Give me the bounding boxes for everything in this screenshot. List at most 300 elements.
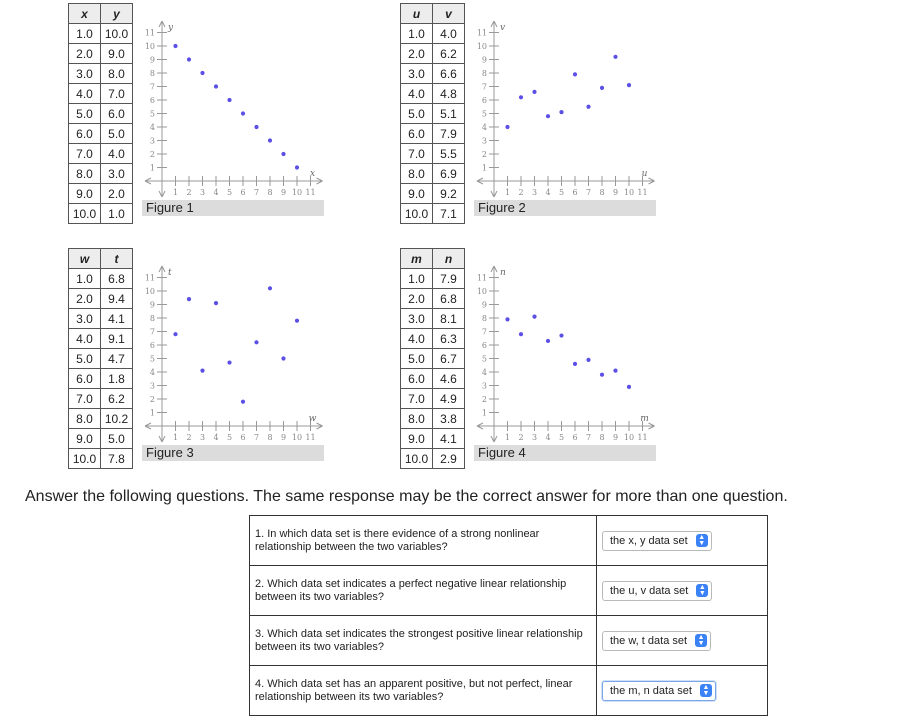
table-cell-y: 3.8 — [433, 409, 465, 429]
table-cell-y: 4.7 — [101, 349, 133, 369]
data-point — [295, 319, 299, 323]
table-cell-y: 6.3 — [433, 329, 465, 349]
data-point — [627, 83, 631, 87]
y-tick-label: 4 — [149, 123, 155, 132]
data-point — [559, 333, 563, 337]
data-point — [214, 301, 218, 305]
table-row — [401, 64, 465, 84]
table-cell-y: 9.2 — [433, 184, 465, 204]
answer-select-value: the x, y data set — [610, 534, 688, 547]
x-tick-label: 4 — [213, 433, 219, 442]
data-table — [68, 3, 133, 224]
table-cell-y: 1.0 — [101, 204, 133, 224]
y-tick-label: 10 — [144, 287, 155, 296]
x-tick-label: 4 — [545, 433, 551, 442]
table-row — [69, 429, 133, 449]
x-tick-label: 6 — [572, 433, 578, 442]
x-tick-label: 4 — [213, 188, 219, 197]
question-row-2 — [250, 566, 768, 616]
x-tick-label: 11 — [305, 188, 316, 197]
table-row — [401, 204, 465, 224]
table-cell-x: 3.0 — [401, 309, 433, 329]
y-tick-label: 1 — [481, 163, 487, 173]
table-cell-x: 10.0 — [69, 449, 101, 469]
y-tick-label: 11 — [144, 273, 155, 283]
y-axis-label: t — [168, 268, 172, 278]
x-tick-label: 5 — [558, 188, 565, 197]
x-tick-label: 11 — [637, 188, 648, 197]
y-tick-label: 5 — [149, 354, 155, 364]
y-tick-label: 2 — [149, 150, 155, 159]
y-tick-label: 9 — [481, 300, 487, 310]
x-tick-label: 10 — [291, 433, 303, 442]
x-tick-label: 3 — [531, 433, 538, 442]
table-row — [401, 289, 465, 309]
y-tick-label: 7 — [149, 327, 155, 337]
data-point — [586, 105, 590, 109]
table-cell-y: 5.1 — [433, 104, 465, 124]
data-point — [241, 400, 245, 404]
question-text: 2. Which data set indicates a perfect negative linear relationship between its two variables? — [250, 566, 597, 616]
table-row — [69, 164, 133, 184]
y-tick-label: 3 — [481, 136, 487, 146]
table-row — [401, 409, 465, 429]
table-row — [69, 369, 133, 389]
x-tick-label: 10 — [623, 433, 635, 442]
column-header: t — [101, 249, 133, 269]
table-cell-y: 6.2 — [101, 389, 133, 409]
table-cell-y: 1.8 — [101, 369, 133, 389]
x-tick-label: 6 — [240, 433, 246, 442]
y-tick-label: 7 — [481, 327, 487, 337]
table-cell-x: 5.0 — [401, 104, 433, 124]
data-point — [268, 138, 272, 142]
x-tick-label: 1 — [504, 188, 511, 197]
y-tick-label: 5 — [149, 109, 155, 119]
table-row — [69, 269, 133, 289]
table-cell-x: 8.0 — [69, 409, 101, 429]
data-point — [559, 110, 563, 114]
table-cell-x: 9.0 — [401, 429, 433, 449]
table-cell-y: 4.1 — [433, 429, 465, 449]
figure-caption: Figure 3 — [142, 445, 324, 461]
data-point — [586, 358, 590, 362]
table-cell-y: 7.0 — [101, 84, 133, 104]
data-point — [519, 332, 523, 336]
table-row — [69, 289, 133, 309]
question-row-4 — [250, 666, 768, 716]
answer-cell — [597, 566, 768, 616]
table-cell-y: 9.1 — [101, 329, 133, 349]
answer-select-3[interactable] — [602, 631, 711, 651]
table-row — [401, 24, 465, 44]
table-cell-y: 6.0 — [101, 104, 133, 124]
y-tick-label: 5 — [481, 354, 487, 364]
y-tick-label: 6 — [481, 96, 487, 105]
data-point — [546, 339, 550, 343]
table-cell-x: 3.0 — [401, 64, 433, 84]
data-point — [281, 356, 285, 360]
table-cell-x: 3.0 — [69, 309, 101, 329]
table-cell-y: 6.8 — [101, 269, 133, 289]
table-cell-y: 8.1 — [433, 309, 465, 329]
data-point — [187, 57, 191, 61]
data-point — [627, 385, 631, 389]
scatter-plot — [472, 263, 662, 453]
table-row — [69, 184, 133, 204]
y-tick-label: 6 — [149, 96, 155, 105]
table-cell-y: 8.0 — [101, 64, 133, 84]
up-down-chevron-icon: ▲ ▼ — [695, 634, 707, 647]
y-tick-label: 11 — [476, 273, 487, 283]
table-row — [401, 84, 465, 104]
x-tick-label: 11 — [637, 433, 648, 442]
y-tick-label: 10 — [144, 42, 155, 51]
y-tick-label: 10 — [476, 287, 487, 296]
table-cell-y: 7.9 — [433, 269, 465, 289]
question-text: 1. In which data set is there evidence of a strong nonlinear relationship between the two variables? — [250, 516, 597, 566]
table-header-row — [69, 4, 133, 24]
table-row — [69, 329, 133, 349]
table-row — [69, 104, 133, 124]
y-tick-label: 2 — [149, 395, 155, 404]
y-tick-label: 11 — [476, 28, 487, 38]
column-header: m — [401, 249, 433, 269]
data-point — [200, 369, 204, 373]
data-point — [227, 360, 231, 364]
answer-cell — [597, 516, 768, 566]
x-tick-label: 10 — [291, 188, 303, 197]
table-row — [401, 369, 465, 389]
figure-caption: Figure 1 — [142, 200, 324, 216]
table-cell-y: 5.0 — [101, 429, 133, 449]
y-tick-label: 4 — [149, 368, 155, 377]
data-point — [281, 152, 285, 156]
table-cell-y: 4.8 — [433, 84, 465, 104]
table-cell-x: 9.0 — [401, 184, 433, 204]
column-header: u — [401, 4, 433, 24]
table-cell-x: 7.0 — [69, 144, 101, 164]
table-row — [69, 64, 133, 84]
table-cell-x: 4.0 — [401, 84, 433, 104]
data-point — [173, 44, 177, 48]
table-cell-y: 6.7 — [433, 349, 465, 369]
table-row — [401, 144, 465, 164]
x-tick-label: 3 — [199, 433, 206, 442]
y-tick-label: 4 — [481, 368, 487, 377]
x-tick-label: 2 — [186, 433, 192, 442]
table-cell-y: 4.0 — [101, 144, 133, 164]
scatter-plot — [472, 18, 662, 208]
instructions-text: Answer the following questions. The same response may be the correct answer for more than one question. — [25, 488, 788, 505]
table-cell-y: 10.2 — [101, 409, 133, 429]
x-axis-label: m — [640, 414, 649, 424]
x-tick-label: 2 — [186, 188, 192, 197]
x-tick-label: 5 — [558, 433, 565, 442]
data-table — [400, 3, 465, 224]
table-cell-x: 8.0 — [401, 164, 433, 184]
answer-cell — [597, 666, 768, 716]
y-tick-label: 8 — [481, 69, 487, 78]
table-row — [401, 44, 465, 64]
x-axis-label: x — [309, 169, 316, 179]
table-row — [401, 349, 465, 369]
x-tick-label: 4 — [545, 188, 551, 197]
table-cell-x: 5.0 — [69, 349, 101, 369]
table-cell-x: 8.0 — [69, 164, 101, 184]
x-tick-label: 5 — [226, 433, 233, 442]
data-point — [173, 332, 177, 336]
table-cell-x: 4.0 — [69, 329, 101, 349]
data-point — [254, 125, 258, 129]
answer-select-2[interactable] — [602, 581, 712, 601]
column-header: x — [69, 4, 101, 24]
table-cell-y: 4.0 — [433, 24, 465, 44]
y-tick-label: 11 — [144, 28, 155, 38]
data-point — [600, 373, 604, 377]
y-tick-label: 6 — [481, 341, 487, 350]
table-cell-x: 6.0 — [401, 124, 433, 144]
table-cell-x: 3.0 — [69, 64, 101, 84]
table-header-row — [401, 249, 465, 269]
answer-select-value: the w, t data set — [610, 634, 688, 647]
x-tick-label: 3 — [531, 188, 538, 197]
x-tick-label: 7 — [585, 433, 592, 442]
figure-caption: Figure 2 — [474, 200, 656, 216]
y-tick-label: 9 — [149, 300, 155, 310]
x-axis-label: u — [641, 169, 648, 179]
table-row — [69, 409, 133, 429]
x-tick-label: 6 — [240, 188, 246, 197]
x-tick-label: 1 — [172, 433, 179, 442]
data-point — [532, 315, 536, 319]
table-cell-x: 5.0 — [69, 104, 101, 124]
table-row — [401, 449, 465, 469]
table-cell-y: 7.1 — [433, 204, 465, 224]
scatter-plot — [140, 263, 330, 453]
data-point — [573, 72, 577, 76]
table-cell-y: 5.0 — [101, 124, 133, 144]
data-point — [268, 286, 272, 290]
table-cell-y: 9.4 — [101, 289, 133, 309]
table-cell-x: 10.0 — [69, 204, 101, 224]
scatter-plot — [140, 18, 330, 208]
table-cell-y: 4.1 — [101, 309, 133, 329]
data-point — [505, 317, 509, 321]
x-tick-label: 1 — [172, 188, 179, 197]
table-row — [69, 144, 133, 164]
answer-select-1[interactable] — [602, 531, 712, 551]
table-cell-x: 4.0 — [69, 84, 101, 104]
x-tick-label: 9 — [612, 433, 619, 442]
y-tick-label: 3 — [149, 136, 155, 146]
data-point — [187, 297, 191, 301]
questions-table — [249, 515, 768, 716]
table-cell-x: 1.0 — [69, 24, 101, 44]
table-cell-y: 6.2 — [433, 44, 465, 64]
table-cell-x: 9.0 — [69, 429, 101, 449]
y-axis-label: y — [168, 23, 174, 33]
table-cell-x: 7.0 — [69, 389, 101, 409]
table-cell-x: 5.0 — [401, 349, 433, 369]
y-tick-label: 8 — [481, 314, 487, 323]
table-cell-y: 2.0 — [101, 184, 133, 204]
y-tick-label: 3 — [481, 381, 487, 391]
table-cell-y: 7.8 — [101, 449, 133, 469]
answer-select-value: the m, n data set — [610, 684, 692, 697]
y-tick-label: 5 — [481, 109, 487, 119]
table-cell-x: 1.0 — [401, 24, 433, 44]
table-cell-y: 7.9 — [433, 124, 465, 144]
x-tick-label: 8 — [599, 433, 605, 442]
table-cell-x: 7.0 — [401, 144, 433, 164]
table-row — [69, 84, 133, 104]
table-cell-y: 5.5 — [433, 144, 465, 164]
x-tick-label: 7 — [253, 433, 260, 442]
data-point — [505, 125, 509, 129]
x-tick-label: 2 — [518, 433, 524, 442]
data-point — [295, 165, 299, 169]
table-row — [401, 389, 465, 409]
table-row — [401, 269, 465, 289]
y-tick-label: 1 — [149, 408, 155, 418]
y-tick-label: 10 — [476, 42, 487, 51]
data-point — [573, 362, 577, 366]
column-header: w — [69, 249, 101, 269]
x-tick-label: 8 — [599, 188, 605, 197]
y-tick-label: 3 — [149, 381, 155, 391]
x-tick-label: 1 — [504, 433, 511, 442]
table-row — [69, 44, 133, 64]
y-tick-label: 8 — [149, 314, 155, 323]
x-tick-label: 3 — [199, 188, 206, 197]
table-cell-y: 4.6 — [433, 369, 465, 389]
data-point — [600, 86, 604, 90]
table-row — [69, 449, 133, 469]
table-row — [69, 124, 133, 144]
table-cell-x: 1.0 — [69, 269, 101, 289]
table-row — [69, 349, 133, 369]
up-down-chevron-icon: ▲ ▼ — [700, 684, 712, 697]
table-row — [69, 24, 133, 44]
table-cell-y: 4.9 — [433, 389, 465, 409]
y-tick-label: 9 — [149, 55, 155, 65]
table-cell-x: 2.0 — [69, 289, 101, 309]
table-cell-x: 10.0 — [401, 449, 433, 469]
x-tick-label: 8 — [267, 433, 273, 442]
data-point — [532, 90, 536, 94]
data-point — [227, 98, 231, 102]
table-cell-x: 7.0 — [401, 389, 433, 409]
answer-select-value: the u, v data set — [610, 584, 689, 597]
table-row — [401, 329, 465, 349]
table-cell-x: 6.0 — [69, 124, 101, 144]
table-cell-x: 2.0 — [401, 44, 433, 64]
table-cell-y: 6.8 — [433, 289, 465, 309]
y-tick-label: 2 — [481, 395, 487, 404]
x-tick-label: 2 — [518, 188, 524, 197]
up-down-chevron-icon: ▲ ▼ — [696, 584, 708, 597]
table-cell-y: 10.0 — [101, 24, 133, 44]
table-header-row — [401, 4, 465, 24]
table-cell-x: 9.0 — [69, 184, 101, 204]
table-cell-y: 3.0 — [101, 164, 133, 184]
question-text: 4. Which data set has an apparent positive, but not perfect, linear relationship between its two variables? — [250, 666, 597, 716]
y-tick-label: 1 — [481, 408, 487, 418]
x-tick-label: 7 — [585, 188, 592, 197]
data-table — [400, 248, 465, 469]
y-tick-label: 6 — [149, 341, 155, 350]
data-point — [214, 84, 218, 88]
table-cell-x: 4.0 — [401, 329, 433, 349]
x-tick-label: 7 — [253, 188, 260, 197]
column-header: y — [101, 4, 133, 24]
table-cell-y: 9.0 — [101, 44, 133, 64]
table-row — [401, 184, 465, 204]
table-cell-y: 6.6 — [433, 64, 465, 84]
table-cell-x: 2.0 — [401, 289, 433, 309]
table-row — [401, 429, 465, 449]
data-point — [200, 71, 204, 75]
table-cell-x: 10.0 — [401, 204, 433, 224]
answer-select-4[interactable] — [602, 681, 716, 701]
table-cell-y: 2.9 — [433, 449, 465, 469]
figure-caption: Figure 4 — [474, 445, 656, 461]
y-axis-label: v — [500, 23, 506, 33]
y-tick-label: 7 — [149, 82, 155, 92]
data-point — [613, 55, 617, 59]
x-tick-label: 6 — [572, 188, 578, 197]
table-cell-x: 6.0 — [69, 369, 101, 389]
x-tick-label: 9 — [280, 188, 287, 197]
data-point — [254, 340, 258, 344]
y-tick-label: 9 — [481, 55, 487, 65]
y-tick-label: 7 — [481, 82, 487, 92]
y-tick-label: 1 — [149, 163, 155, 173]
column-header: n — [433, 249, 465, 269]
table-row — [401, 309, 465, 329]
data-point — [519, 95, 523, 99]
y-tick-label: 2 — [481, 150, 487, 159]
x-tick-label: 9 — [612, 188, 619, 197]
question-text: 3. Which data set indicates the strongest positive linear relationship between its two variables? — [250, 616, 597, 666]
x-tick-label: 10 — [623, 188, 635, 197]
y-tick-label: 8 — [149, 69, 155, 78]
table-row — [401, 104, 465, 124]
table-row — [69, 204, 133, 224]
question-row-3 — [250, 616, 768, 666]
column-header: v — [433, 4, 465, 24]
table-cell-y: 6.9 — [433, 164, 465, 184]
table-header-row — [69, 249, 133, 269]
y-tick-label: 4 — [481, 123, 487, 132]
table-cell-x: 8.0 — [401, 409, 433, 429]
table-cell-x: 6.0 — [401, 369, 433, 389]
table-row — [401, 124, 465, 144]
x-tick-label: 5 — [226, 188, 233, 197]
x-tick-label: 8 — [267, 188, 273, 197]
x-axis-label: w — [308, 414, 317, 424]
table-row — [401, 164, 465, 184]
x-tick-label: 11 — [305, 433, 316, 442]
answer-cell — [597, 616, 768, 666]
question-row-1 — [250, 516, 768, 566]
y-axis-label: n — [500, 268, 506, 278]
up-down-chevron-icon: ▲ ▼ — [696, 534, 708, 547]
data-table — [68, 248, 133, 469]
x-tick-label: 9 — [280, 433, 287, 442]
table-cell-x: 1.0 — [401, 269, 433, 289]
